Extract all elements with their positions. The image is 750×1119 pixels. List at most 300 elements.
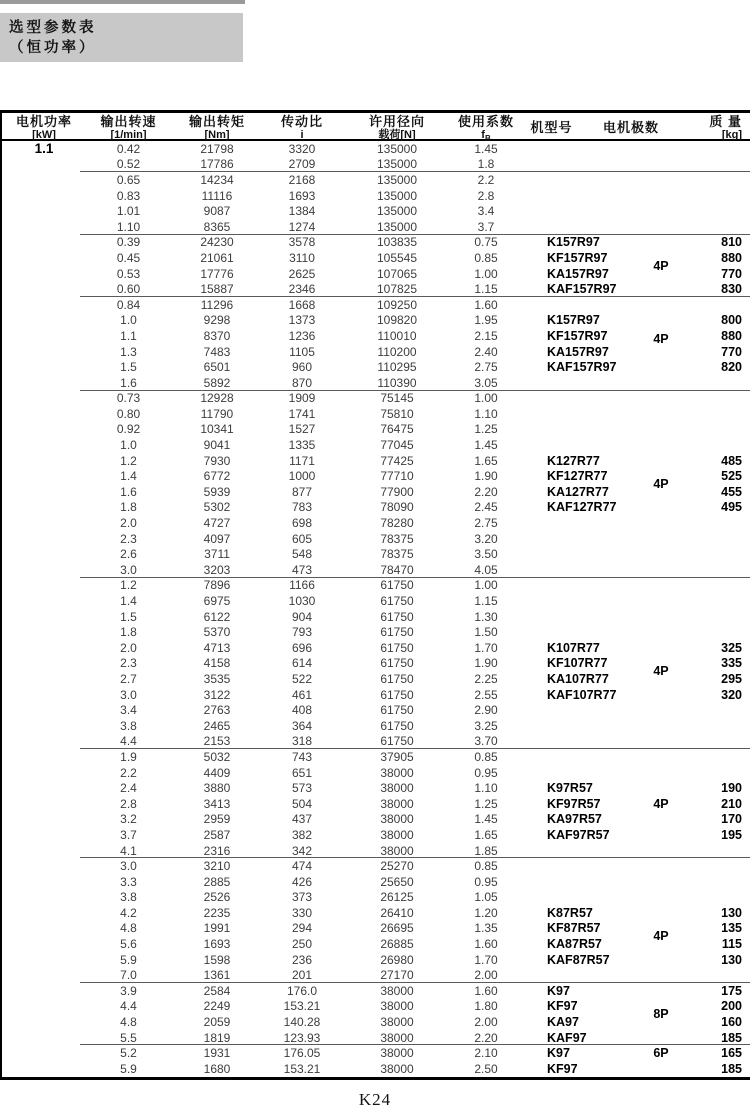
header-motor-power: 电机功率 [kW] (15, 114, 72, 141)
service-factor-cell: 1.45 (474, 438, 498, 453)
service-factor-cell: 1.00 (474, 266, 498, 281)
model-number-cell: K157R97 (547, 235, 600, 250)
service-factor-cell: 1.15 (474, 594, 498, 609)
table-row (2, 967, 750, 983)
output-torque-cell: 3210 (203, 859, 231, 874)
gear-ratio-cell: 176.0 (286, 983, 318, 998)
model-number-cell: KA97 (547, 1015, 579, 1030)
radial-load-cell: 61750 (380, 640, 414, 655)
table-row (2, 593, 750, 609)
radial-load-cell: 38000 (380, 781, 414, 796)
mass-cell: 185 (721, 1061, 742, 1076)
output-torque-cell: 17786 (200, 157, 234, 172)
radial-load-cell: 38000 (380, 1015, 414, 1030)
gear-ratio-cell: 743 (291, 749, 313, 764)
radial-load-cell: 77900 (380, 484, 414, 499)
gear-ratio-cell: 176.05 (283, 1046, 321, 1061)
model-number-cell: KAF127R77 (547, 500, 617, 515)
header-model-number: 机型号 (530, 120, 573, 135)
model-number-cell: KAF97R57 (547, 827, 610, 842)
model-number-cell: KF97 (547, 999, 578, 1014)
motor-poles-value: 4P (653, 664, 669, 679)
gear-ratio-cell: 330 (291, 905, 313, 920)
output-torque-cell: 10341 (200, 422, 234, 437)
service-factor-cell: 0.95 (474, 765, 498, 780)
radial-load-cell: 26885 (380, 937, 414, 952)
service-factor-cell: 1.05 (474, 890, 498, 905)
table-row (2, 203, 750, 219)
page-title-line2: （恒功率） (9, 40, 97, 56)
radial-load-cell: 38000 (380, 812, 414, 827)
gear-ratio-cell: 408 (291, 703, 313, 718)
mass-cell: 325 (721, 640, 742, 655)
output-torque-cell: 3535 (203, 671, 231, 686)
output-speed-cell: 3.8 (120, 890, 137, 905)
output-speed-cell: 3.2 (120, 812, 137, 827)
gear-ratio-cell: 504 (291, 796, 313, 811)
service-factor-cell: 0.85 (474, 749, 498, 764)
radial-load-cell: 26695 (380, 921, 414, 936)
gear-ratio-cell: 1373 (288, 313, 316, 328)
mass-cell: 770 (721, 344, 742, 359)
model-number-cell: KA157R97 (547, 344, 609, 359)
radial-load-cell: 38000 (380, 999, 414, 1014)
service-factor-cell: 2.50 (474, 1061, 498, 1076)
gear-ratio-cell: 904 (291, 609, 313, 624)
table-row (2, 1030, 750, 1046)
table-section (2, 172, 750, 234)
table-row (2, 952, 750, 968)
mass-cell: 335 (721, 656, 742, 671)
output-torque-cell: 2235 (203, 905, 231, 920)
output-torque-cell: 8370 (203, 328, 231, 343)
output-torque-cell: 1680 (203, 1061, 231, 1076)
table-row (2, 391, 750, 407)
header-service-factor: 使用系数 $f_B$ (457, 114, 514, 144)
radial-load-cell: 61750 (380, 687, 414, 702)
radial-load-cell: 78280 (380, 516, 414, 531)
radial-load-cell: 78090 (380, 500, 414, 515)
output-torque-cell: 2584 (203, 983, 231, 998)
output-torque-cell: 3122 (203, 687, 231, 702)
output-speed-cell: 1.2 (120, 578, 137, 593)
table-row (2, 406, 750, 422)
output-speed-cell: 0.53 (116, 266, 141, 281)
table-row (2, 188, 750, 204)
service-factor-cell: 2.55 (474, 687, 498, 702)
gear-ratio-cell: 651 (291, 765, 313, 780)
output-speed-cell: 0.39 (116, 235, 141, 250)
model-number-cell: KA97R57 (547, 812, 602, 827)
output-speed-cell: 2.7 (120, 671, 137, 686)
gear-ratio-cell: 1236 (288, 328, 316, 343)
output-torque-cell: 21061 (200, 250, 234, 265)
model-number-cell: KAF87R57 (547, 952, 610, 967)
output-torque-cell: 4727 (203, 516, 231, 531)
mass-cell: 160 (721, 1015, 742, 1030)
table-row (2, 359, 750, 375)
output-torque-cell: 9298 (203, 313, 231, 328)
radial-load-cell: 38000 (380, 1030, 414, 1045)
radial-load-cell: 38000 (380, 765, 414, 780)
service-factor-cell: 0.75 (474, 235, 498, 250)
gear-ratio-cell: 548 (291, 547, 313, 562)
service-factor-cell: 3.4 (477, 204, 495, 219)
output-torque-cell: 3880 (203, 781, 231, 796)
output-torque-cell: 24230 (200, 235, 234, 250)
radial-load-cell: 110200 (377, 344, 417, 359)
service-factor-cell: 1.60 (474, 297, 498, 312)
mass-cell: 165 (721, 1046, 742, 1061)
gear-ratio-cell: 437 (291, 812, 313, 827)
header-gear-ratio: 传动比 i (280, 114, 323, 141)
motor-power-value: 1.1 (34, 141, 54, 156)
output-speed-cell: 5.9 (120, 952, 137, 967)
gear-ratio-cell: 364 (291, 718, 313, 733)
radial-load-cell: 110390 (377, 375, 417, 390)
page-number: K24 (358, 1090, 392, 1109)
radial-load-cell: 78375 (380, 547, 414, 562)
gear-ratio-cell: 140.28 (283, 1015, 321, 1030)
output-torque-cell: 9041 (203, 438, 231, 453)
model-number-cell: K97R57 (547, 781, 593, 796)
service-factor-cell: 1.30 (474, 609, 498, 624)
table-row (2, 578, 750, 594)
service-factor-cell: 1.45 (474, 141, 498, 156)
output-speed-cell: 0.92 (116, 422, 141, 437)
output-torque-cell: 5370 (203, 625, 231, 640)
output-torque-cell: 2316 (203, 843, 231, 858)
radial-load-cell: 107065 (376, 266, 418, 281)
service-factor-cell: 3.25 (474, 718, 498, 733)
service-factor-cell: 1.90 (474, 656, 498, 671)
model-number-cell: K157R97 (547, 313, 600, 328)
radial-load-cell: 61750 (380, 656, 414, 671)
mass-cell: 770 (721, 266, 742, 281)
service-factor-cell: 1.85 (474, 843, 498, 858)
table-row (2, 531, 750, 547)
output-torque-cell: 2249 (203, 999, 231, 1014)
radial-load-cell: 38000 (380, 1046, 414, 1061)
table-row (2, 562, 750, 578)
service-factor-cell: 1.90 (474, 469, 498, 484)
output-speed-cell: 1.01 (116, 204, 141, 219)
output-torque-cell: 4097 (203, 531, 231, 546)
output-speed-cell: 4.8 (120, 1015, 137, 1030)
output-torque-cell: 21798 (200, 141, 234, 156)
output-speed-cell: 0.84 (116, 297, 141, 312)
output-torque-cell: 2526 (203, 890, 231, 905)
mass-cell: 800 (721, 313, 742, 328)
model-number-cell: KA87R57 (547, 937, 602, 952)
output-speed-cell: 1.9 (120, 749, 137, 764)
table-row (2, 1061, 750, 1077)
gear-ratio-cell: 318 (291, 734, 313, 749)
output-speed-cell: 1.4 (120, 469, 137, 484)
output-speed-cell: 4.1 (120, 843, 137, 858)
service-factor-cell: 1.00 (474, 391, 498, 406)
radial-load-cell: 61750 (380, 625, 414, 640)
service-factor-cell: 1.70 (474, 640, 498, 655)
output-torque-cell: 7930 (203, 453, 231, 468)
table-row (2, 874, 750, 890)
output-torque-cell: 2959 (203, 812, 231, 827)
output-speed-cell: 1.1 (120, 328, 137, 343)
table-row (2, 422, 750, 438)
output-torque-cell: 3413 (203, 796, 231, 811)
radial-load-cell: 135000 (376, 219, 418, 234)
output-torque-cell: 1361 (203, 968, 231, 983)
output-torque-cell: 6772 (203, 469, 231, 484)
mass-cell: 820 (721, 360, 742, 375)
service-factor-cell: 2.00 (474, 968, 498, 983)
gear-ratio-cell: 373 (291, 890, 313, 905)
output-speed-cell: 1.6 (120, 484, 137, 499)
mass-cell: 200 (721, 999, 742, 1014)
mass-cell: 880 (721, 328, 742, 343)
header-motor-poles: 电机极数 (602, 120, 659, 135)
header-radial-load: 许用径向 载荷[N] (368, 114, 425, 141)
service-factor-cell: 2.75 (474, 360, 498, 375)
model-number-cell: KA107R77 (547, 671, 609, 686)
table-row (2, 640, 750, 656)
output-torque-cell: 15887 (200, 282, 234, 297)
table-row (2, 609, 750, 625)
output-torque-cell: 11296 (200, 297, 234, 312)
table-row (2, 812, 750, 828)
motor-poles-value: 6P (653, 1046, 669, 1061)
service-factor-cell: 1.80 (474, 999, 498, 1014)
output-speed-cell: 0.42 (116, 141, 141, 156)
output-torque-cell: 1819 (203, 1030, 231, 1045)
table-section (2, 297, 750, 391)
table-row (2, 515, 750, 531)
model-number-cell: KA157R97 (547, 266, 609, 281)
model-number-cell: KA127R77 (547, 484, 609, 499)
output-speed-cell: 4.4 (120, 999, 137, 1014)
radial-load-cell: 135000 (376, 188, 418, 203)
gear-ratio-cell: 614 (291, 656, 313, 671)
output-torque-cell: 6122 (203, 609, 231, 624)
radial-load-cell: 77425 (380, 453, 414, 468)
output-speed-cell: 3.8 (120, 718, 137, 733)
mass-cell: 190 (721, 781, 742, 796)
output-speed-cell: 1.5 (120, 360, 137, 375)
output-speed-cell: 0.83 (116, 188, 141, 203)
table-row (2, 344, 750, 360)
output-speed-cell: 5.2 (120, 1046, 137, 1061)
output-speed-cell: 2.0 (120, 640, 137, 655)
header-output-speed: 输出转速 [1/min] (100, 114, 157, 141)
output-speed-cell: 2.0 (120, 516, 137, 531)
output-speed-cell: 1.3 (120, 344, 137, 359)
output-torque-cell: 9087 (203, 204, 231, 219)
output-torque-cell: 4409 (203, 765, 231, 780)
output-torque-cell: 1598 (203, 952, 231, 967)
mass-cell: 830 (721, 282, 742, 297)
table-row (2, 281, 750, 297)
output-speed-cell: 5.6 (120, 937, 137, 952)
gear-ratio-cell: 696 (291, 640, 313, 655)
output-speed-cell: 3.4 (120, 703, 137, 718)
output-torque-cell: 8365 (203, 219, 231, 234)
table-row (2, 500, 750, 516)
radial-load-cell: 76475 (380, 422, 414, 437)
service-factor-cell: 2.20 (474, 484, 498, 499)
service-factor-cell: 2.20 (474, 1030, 498, 1045)
table-row (2, 734, 750, 750)
mass-cell: 195 (721, 827, 742, 842)
model-number-cell: K107R77 (547, 640, 600, 655)
output-speed-cell: 1.5 (120, 609, 137, 624)
service-factor-cell: 1.60 (474, 983, 498, 998)
service-factor-cell: 2.45 (474, 500, 498, 515)
output-speed-cell: 1.6 (120, 375, 137, 390)
output-speed-cell: 0.60 (116, 282, 141, 297)
output-speed-cell: 3.7 (120, 827, 137, 842)
model-number-cell: K97 (547, 983, 570, 998)
service-factor-cell: 0.95 (474, 874, 498, 889)
gear-ratio-cell: 1527 (288, 422, 316, 437)
radial-load-cell: 27170 (380, 968, 414, 983)
output-torque-cell: 14234 (200, 172, 234, 187)
service-factor-cell: 1.65 (474, 827, 498, 842)
radial-load-cell: 105545 (376, 250, 418, 265)
table-row (2, 765, 750, 781)
table-section (2, 578, 750, 750)
gear-ratio-cell: 382 (291, 827, 313, 842)
radial-load-cell: 135000 (376, 141, 418, 156)
output-torque-cell: 1693 (203, 937, 231, 952)
output-torque-cell: 2059 (203, 1015, 231, 1030)
service-factor-cell: 1.60 (474, 937, 498, 952)
service-factor-cell: 0.85 (474, 859, 498, 874)
table-row (2, 172, 750, 188)
radial-load-cell: 38000 (380, 843, 414, 858)
gear-ratio-cell: 1668 (288, 297, 316, 312)
gear-ratio-cell: 1693 (288, 188, 316, 203)
gear-ratio-cell: 1741 (288, 406, 316, 421)
service-factor-cell: 1.25 (474, 796, 498, 811)
selection-parameter-table (0, 110, 750, 1080)
gear-ratio-cell: 2709 (288, 157, 316, 172)
table-body (2, 141, 750, 1080)
gear-ratio-cell: 698 (291, 516, 313, 531)
table-row (2, 141, 750, 157)
gear-ratio-cell: 473 (291, 562, 313, 577)
gear-ratio-cell: 870 (291, 375, 313, 390)
gear-ratio-cell: 1000 (288, 469, 316, 484)
mass-cell: 485 (721, 453, 742, 468)
gear-ratio-cell: 1335 (288, 438, 316, 453)
output-speed-cell: 4.4 (120, 734, 137, 749)
output-speed-cell: 4.8 (120, 921, 137, 936)
radial-load-cell: 78375 (380, 531, 414, 546)
radial-load-cell: 135000 (376, 172, 418, 187)
model-number-cell: KF97 (547, 1061, 578, 1076)
table-section (2, 858, 750, 983)
motor-poles-value: 4P (653, 332, 669, 347)
mass-cell: 210 (721, 796, 742, 811)
output-torque-cell: 11116 (201, 188, 233, 203)
model-number-cell: KAF157R97 (547, 360, 617, 375)
table-section (2, 141, 750, 172)
header-output-torque: 输出转矩 [Nm] (188, 114, 245, 141)
model-number-cell: KF87R57 (547, 921, 601, 936)
mass-cell: 495 (721, 500, 742, 515)
output-speed-cell: 3.9 (120, 983, 137, 998)
table-row (2, 702, 750, 718)
output-speed-cell: 3.3 (120, 874, 137, 889)
mass-cell: 185 (721, 1030, 742, 1045)
table-row (2, 453, 750, 469)
output-torque-cell: 11790 (200, 406, 234, 421)
radial-load-cell: 37905 (380, 749, 414, 764)
gear-ratio-cell: 783 (291, 500, 313, 515)
table-row (2, 890, 750, 906)
model-number-cell: KAF97 (547, 1030, 587, 1045)
radial-load-cell: 109820 (376, 313, 418, 328)
service-factor-cell: 2.8 (477, 188, 495, 203)
service-factor-cell: 1.10 (474, 406, 498, 421)
gear-ratio-cell: 474 (291, 859, 313, 874)
motor-poles-value: 4P (653, 929, 669, 944)
service-factor-cell: 1.10 (474, 781, 498, 796)
radial-load-cell: 38000 (380, 983, 414, 998)
output-speed-cell: 1.2 (120, 453, 137, 468)
service-factor-cell: 3.05 (474, 375, 498, 390)
output-speed-cell: 1.8 (120, 625, 137, 640)
service-factor-cell: 3.70 (474, 734, 498, 749)
radial-load-cell: 135000 (376, 204, 418, 219)
service-factor-cell: 3.50 (474, 547, 498, 562)
table-row (2, 437, 750, 453)
radial-load-cell: 26125 (380, 890, 414, 905)
table-row (2, 375, 750, 391)
service-factor-cell: 2.2 (477, 172, 495, 187)
service-factor-cell: 1.35 (474, 921, 498, 936)
gear-ratio-cell: 3320 (288, 141, 316, 156)
gear-ratio-cell: 123.93 (283, 1030, 321, 1045)
output-speed-cell: 0.65 (116, 172, 141, 187)
page-title-box (0, 13, 243, 62)
output-speed-cell: 2.3 (120, 531, 137, 546)
output-speed-cell: 1.0 (120, 313, 137, 328)
table-section (2, 983, 750, 1045)
gear-ratio-cell: 960 (291, 360, 313, 375)
output-speed-cell: 2.6 (120, 547, 137, 562)
service-factor-cell: 2.25 (474, 671, 498, 686)
gear-ratio-cell: 1030 (288, 594, 316, 609)
output-speed-cell: 0.80 (116, 406, 141, 421)
output-torque-cell: 2763 (203, 703, 231, 718)
output-speed-cell: 1.10 (116, 219, 141, 234)
service-factor-cell: 1.00 (474, 578, 498, 593)
table-section (2, 749, 750, 858)
model-number-cell: K87R57 (547, 905, 593, 920)
mass-cell: 130 (721, 905, 742, 920)
radial-load-cell: 38000 (380, 1061, 414, 1076)
service-factor-cell: 2.10 (474, 1046, 498, 1061)
table-row (2, 157, 750, 173)
service-factor-cell: 2.90 (474, 703, 498, 718)
radial-load-cell: 61750 (380, 734, 414, 749)
table-row (2, 313, 750, 329)
table-row (2, 219, 750, 235)
output-torque-cell: 4158 (203, 656, 231, 671)
gear-ratio-cell: 1171 (289, 453, 315, 468)
table-row (2, 780, 750, 796)
